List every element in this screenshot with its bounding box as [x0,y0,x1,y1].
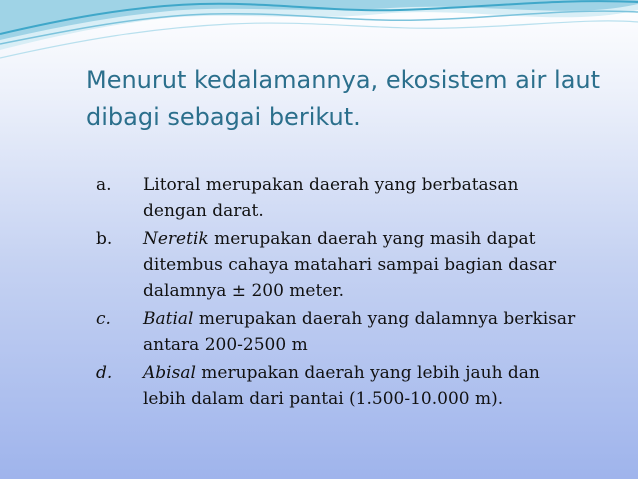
list-item [96,226,626,304]
item-body: merupakan daerah yang lebih jauh dan lebih dalam dari pantai (1.500-10.000 m). [143,363,540,409]
item-marker: c. [96,309,111,329]
slide-title: Menurut kedalamannya, ekosistem air laut dibagi sebagai berikut. [86,66,601,131]
item-body: Litoral merupakan daerah yang berbatasan dengan darat. [143,175,519,221]
item-term: Neretik [143,229,209,249]
item-text [143,172,583,224]
item-body: merupakan daerah yang dalamnya berkisar antara 200-2500 m [143,309,576,355]
item-body: merupakan daerah yang masih dapat ditembus cahaya matahari sampai bagian dasar dalamnya ± 200 meter. [143,229,557,301]
wave-decoration [0,0,638,70]
content-list [96,172,626,414]
item-term: Abisal [143,363,196,383]
item-text [143,360,583,412]
item-term: Batial [143,309,194,329]
list-item [96,360,626,412]
item-text [143,306,583,358]
item-marker: b. [96,229,113,249]
list-item [96,306,626,358]
item-marker: d. [96,363,113,383]
item-marker: a. [96,175,112,195]
list-item [96,172,626,224]
item-text [143,226,583,304]
